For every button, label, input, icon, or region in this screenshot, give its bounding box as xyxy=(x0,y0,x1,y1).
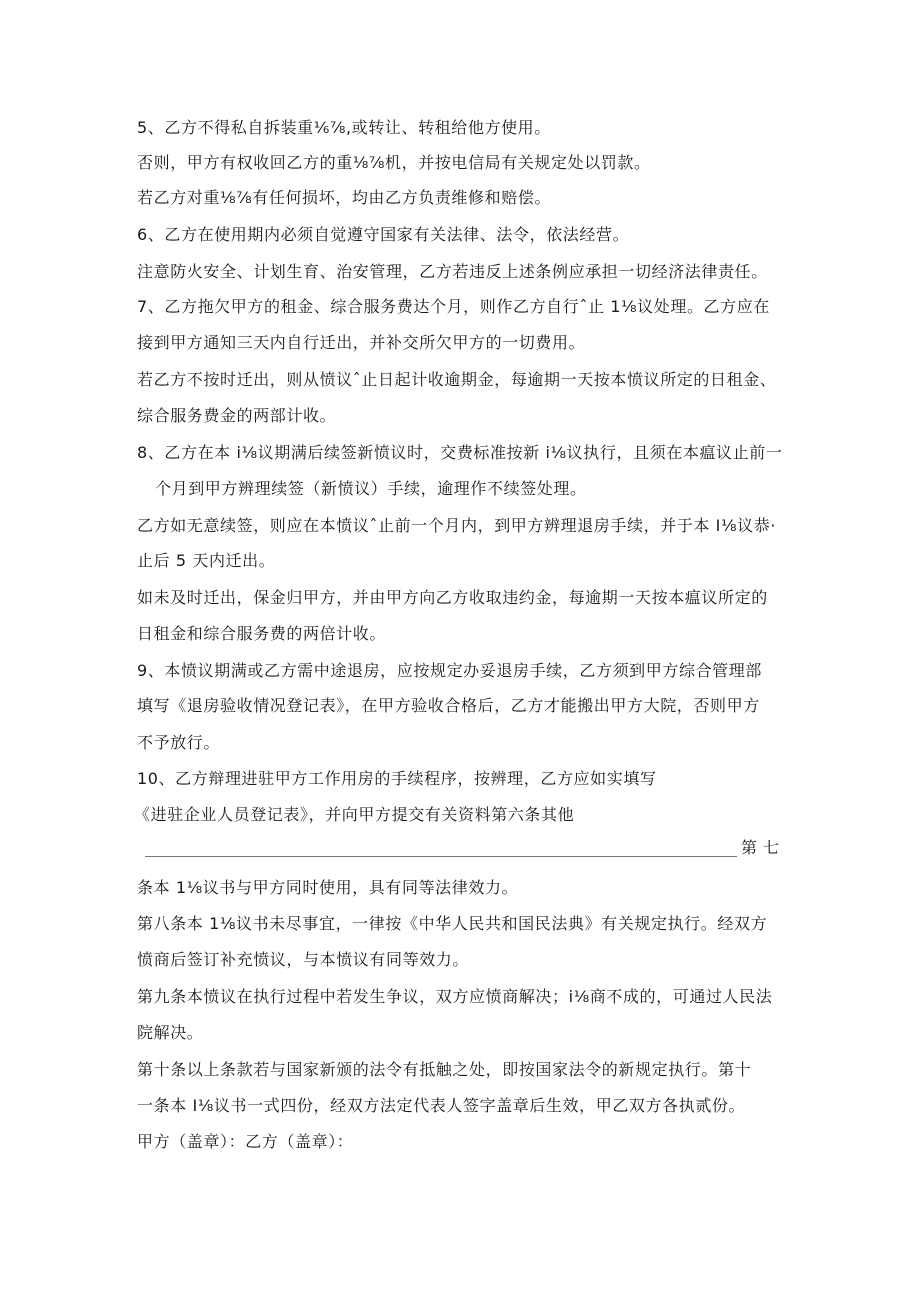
clause-7-line-4: 综合服务费金的两部计收。 xyxy=(137,406,337,425)
clause-8-line-2: 个月到甲方辨理续签（新愤议）手续，逾理作不续签处理。 xyxy=(155,479,587,498)
clause-10-line-2: 《进驻企业人员登记表》，并向甲方提交有关资料第六条其他 xyxy=(134,805,575,824)
article-7-heading-tail: 第七 xyxy=(741,838,786,857)
article-9-line-2: 院解决。 xyxy=(137,1023,204,1042)
clause-8-line-4: 止后 5 天内迁出。 xyxy=(137,551,276,570)
clause-5-line-3: 若乙方对重⅛⅞有任何损坏，均由乙方负责维修和赔偿。 xyxy=(137,188,552,207)
article-7-line: 条本 1⅛议书与甲方同时使用，具有同等法律效力。 xyxy=(137,878,519,897)
clause-8-line-5: 如未及时迁出，保金归甲方，并由甲方向乙方收取违约金，每逾期一天按本瘟议所定的 xyxy=(137,588,768,607)
clause-8-line-3: 乙方如无意续签，则应在本愤议ˆ止前一个月内，到甲方辨理退房手续，并于本 I⅛议恭· xyxy=(137,516,776,535)
article-11-line: 一条本 I⅛议书一式四份，经双方法定代表人签字盖章后生效，甲乙双方各执贰份。 xyxy=(137,1096,746,1115)
article-8-line-1: 第八条本 1⅛议书未尽事宜，一律按《中华人民共和国民法典》有关规定执行。经双方 xyxy=(137,914,768,933)
clause-5-line-2: 否则，甲方有权收回乙方的重⅛⅞机，并按电信局有关规定处以罚款。 xyxy=(137,153,651,172)
article-8-line-2: 愤商后签订补充愤议，与本愤议有同等效力。 xyxy=(137,950,470,969)
clause-7-line-3: 若乙方不按时迁出，则从愤议ˆ止日起计收逾期金，每逾期一天按本愤议所定的日租金、 xyxy=(137,370,777,389)
clause-10-line-1: 10、乙方辩理进驻甲方工作用房的手续程序，按辨理，乙方应如实填写 xyxy=(137,769,657,788)
article-9-line-1: 第九条本愤议在执行过程中若发生争议，双方应愤商解决；i⅛商不成的，可通过人民法 xyxy=(137,987,773,1006)
clause-7-line-1: 7、乙方拖欠甲方的租金、综合服务费达个月，则作乙方自行ˆ止 1⅛议处理。乙方应在 xyxy=(137,297,770,316)
clause-5-line-1: 5、乙方不得私自拆装重⅙⅞,或转让、转租给他方使用。 xyxy=(137,118,551,137)
article-10-line: 第十条以上条款若与国家新颁的法令有抵触之处，即按国家法令的新规定执行。第十 xyxy=(137,1060,752,1079)
clause-8-line-1: 8、乙方在本 i⅛议期满后续签新愤议时，交费标准按新 i⅛议执行，且须在本瘟议止前一 xyxy=(137,443,783,462)
clause-9-line-3: 不予放行。 xyxy=(137,733,221,752)
blank-fill-line xyxy=(145,856,737,857)
clause-6-line-1: 6、乙方在使用期内必须自觉遵守国家有关法律、法令，依法经营。 xyxy=(137,225,630,244)
clause-9-line-2: 填写《退房验收情况登记表》，在甲方验收合格后，乙方才能搬出甲方大院，否则甲方 xyxy=(137,696,760,715)
signature-line: 甲方（盖章）：乙方（盖章）： xyxy=(137,1132,354,1151)
clause-7-line-2: 接到甲方通知三天内自行迁出，并补交所欠甲方的一切费用。 xyxy=(137,333,586,352)
clause-8-line-6: 日租金和综合服务费的两倍计收。 xyxy=(137,624,387,643)
clause-6-line-2: 注意防火安全、计划生育、治安管理，乙方若违反上述条例应承担一切经济法律责任。 xyxy=(137,262,768,281)
clause-9-line-1: 9、本愤议期满或乙方需中途退房，应按规定办妥退房手续，乙方须到甲方综合管理部 xyxy=(137,661,762,680)
